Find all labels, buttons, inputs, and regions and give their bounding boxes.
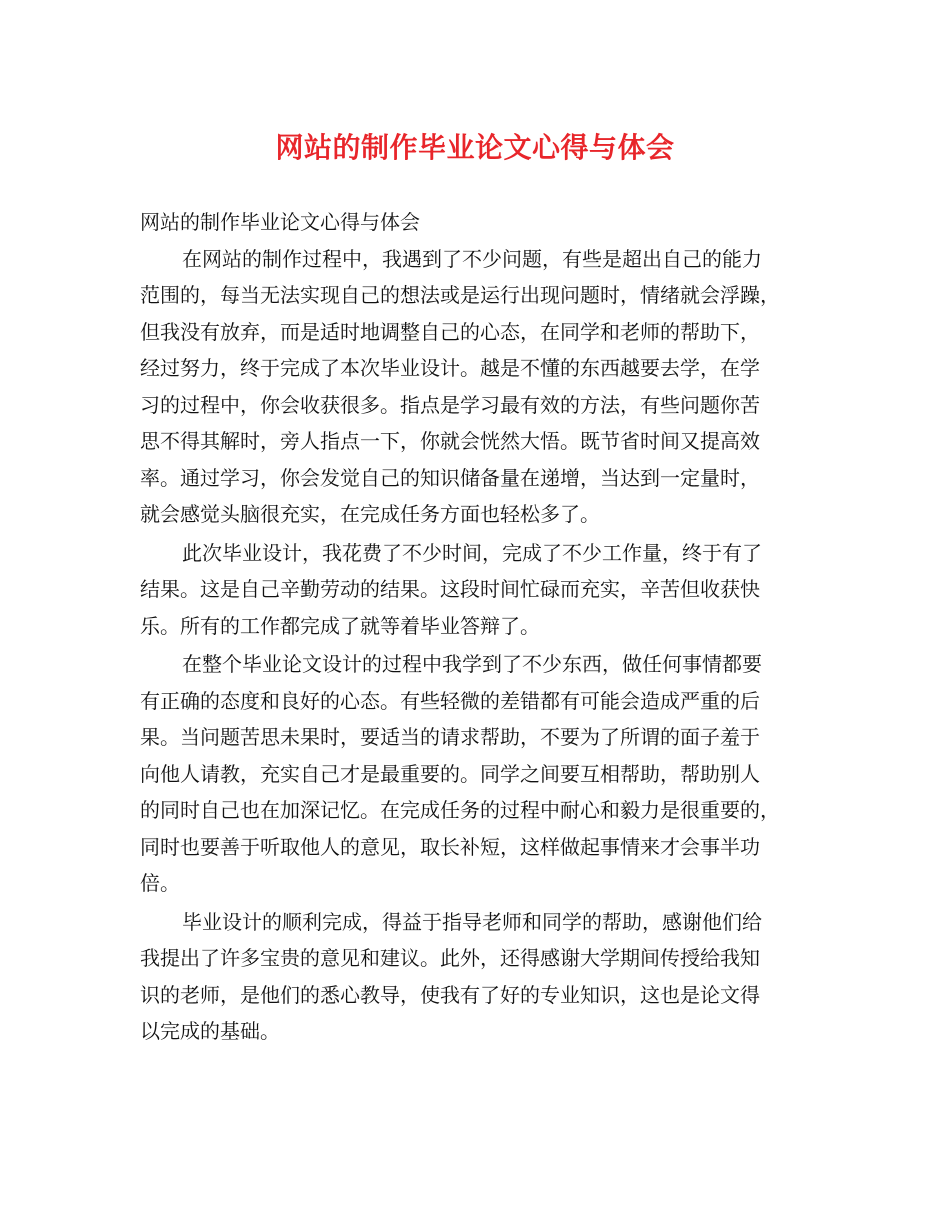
document-subtitle: 网站的制作毕业论文心得与体会 — [140, 210, 420, 234]
paragraph-line: 果。当问题苦思未果时，要适当的请求帮助，不要为了所谓的面子羞于 — [140, 725, 760, 749]
paragraph-line: 的同时自己也在加深记忆。在完成任务的过程中耐心和毅力是很重要的， — [140, 798, 780, 822]
paragraph-line: 此次毕业设计，我花费了不少时间，完成了不少工作量，终于有了 — [182, 540, 762, 565]
document-title: 网站的制作毕业论文心得与体会 — [275, 131, 675, 164]
paragraph-line: 向他人请教，充实自己才是最重要的。同学之间要互相帮助，帮助别人 — [140, 761, 760, 786]
paragraph-line: 结果。这是自己辛勤劳动的结果。这段时间忙碌而充实，辛苦但收获快 — [140, 577, 760, 601]
paragraph-line: 识的老师，是他们的悉心教导，使我有了好的专业知识，这也是论文得 — [140, 982, 760, 1007]
paragraph-line: 范围的，每当无法实现自己的想法或是运行出现问题时，情绪就会浮躁， — [140, 283, 780, 307]
paragraph-line: 倍。 — [140, 871, 180, 895]
paragraph-line: 同时也要善于听取他人的意见，取长补短，这样做起事情来才会事半功 — [140, 834, 760, 859]
paragraph-2 — [140, 535, 816, 645]
paragraph-4 — [140, 904, 816, 1050]
paragraph-3 — [140, 646, 816, 902]
paragraph-line: 就会感觉头脑很充实，在完成任务方面也轻松多了。 — [140, 502, 600, 526]
paragraph-line: 毕业设计的顺利完成，得益于指导老师和同学的帮助，感谢他们给 — [182, 909, 762, 934]
paragraph-line: 我提出了许多宝贵的意见和建议。此外，还得感谢大学期间传授给我知 — [140, 946, 760, 970]
paragraph-line: 在整个毕业论文设计的过程中我学到了不少东西，做任何事情都要 — [182, 652, 762, 676]
paragraph-line: 经过努力，终于完成了本次毕业设计。越是不懂的东西越要去学，在学 — [140, 356, 760, 380]
paragraph-line: 思不得其解时，旁人指点一下，你就会恍然大悟。既节省时间又提高效 — [140, 429, 760, 453]
paragraph-line: 但我没有放弃，而是适时地调整自己的心态，在同学和老师的帮助下， — [140, 319, 760, 344]
paragraph-line: 在网站的制作过程中，我遇到了不少问题，有些是超出自己的能力 — [182, 246, 762, 271]
paragraph-line: 以完成的基础。 — [140, 1019, 280, 1043]
paragraph-1 — [140, 241, 816, 533]
paragraph-line: 有正确的态度和良好的心态。有些轻微的差错都有可能会造成严重的后 — [140, 688, 760, 713]
document-body — [140, 204, 816, 1052]
paragraph-line: 乐。所有的工作都完成了就等着毕业答辩了。 — [140, 613, 540, 638]
paragraph-line: 率。通过学习，你会发觉自己的知识储备量在递增，当达到一定量时， — [140, 465, 760, 490]
paragraph-line: 习的过程中，你会收获很多。指点是学习最有效的方法，有些问题你苦 — [140, 392, 760, 417]
